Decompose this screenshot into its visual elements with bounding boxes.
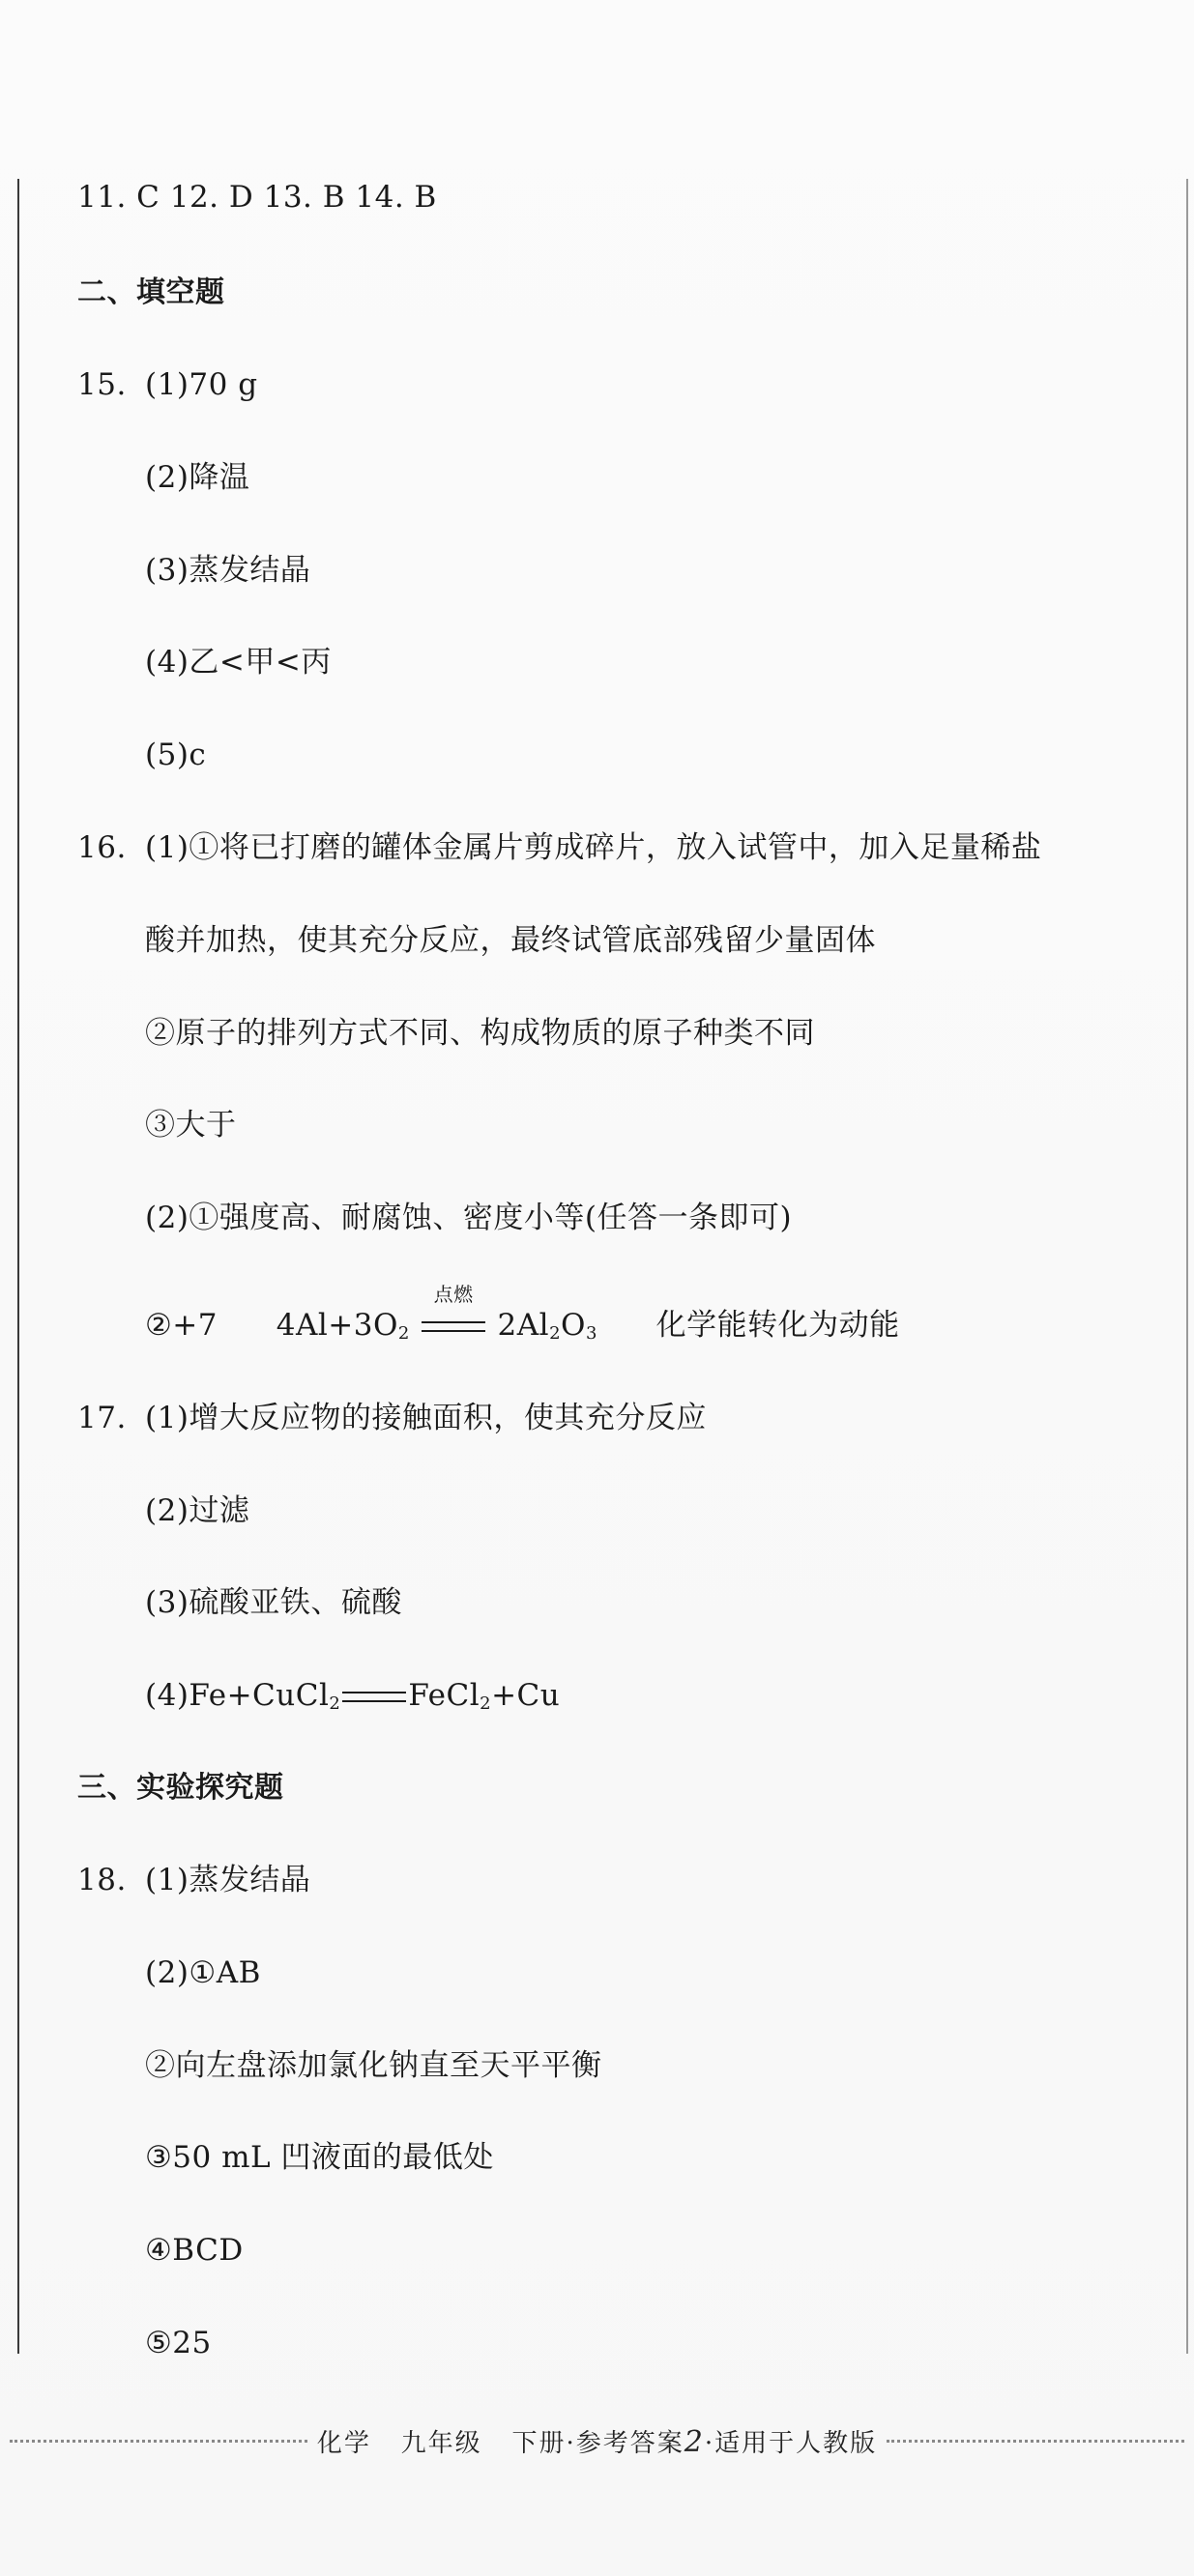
q17-answer-1: (1)增大反应物的接触面积，使其充分反应: [145, 1401, 707, 1435]
q15-answer-4: (4)乙<甲<丙: [145, 645, 332, 680]
q18-answer-3: ②向左盘添加氯化钠直至天平平衡: [145, 2048, 602, 2083]
footer-text: 化学 九年级 下册·参考答案2·适用于人教版: [316, 2424, 878, 2459]
q17-answer-4: (4)Fe+CuCl$_2$ FeCl$_2$+Cu: [145, 1678, 561, 1714]
mc-answers: 11. C 12. D 13. B 14. B: [77, 180, 437, 215]
page-footer: [0, 2421, 1194, 2460]
q18-answer-4: ③50 mL 凹液面的最低处: [145, 2140, 494, 2175]
equation-right: $2Al_2O_3$: [497, 1308, 597, 1344]
section-heading-fill-in: 二、填空题: [77, 275, 225, 309]
q18-answer-5: ④BCD: [145, 2233, 244, 2268]
q18-number: 18.: [77, 1863, 127, 1897]
q16-answer-1a: (1)①将已打磨的罐体金属片剪成碎片，放入试管中，加入足量稀盐: [145, 830, 1042, 865]
footer-dots-right: [887, 2440, 1184, 2443]
q18-part1: [77, 1861, 310, 1899]
left-margin-rule: [17, 179, 19, 2354]
q16-answer-2b: [145, 1283, 900, 1353]
q17-answer-3: (3)硫酸亚铁、硫酸: [145, 1585, 402, 1620]
q15-answer-2: (2)降温: [145, 460, 250, 495]
q16-valence: ②+7: [145, 1308, 218, 1343]
q18-answer-6: ⑤25: [145, 2326, 212, 2360]
page-number: 2: [684, 2424, 705, 2459]
q16-part1: [77, 828, 1041, 867]
reaction-arrow: [420, 1283, 487, 1345]
q18-answer-2: (2)①AB: [145, 1955, 261, 1990]
q16-number: 16.: [77, 830, 127, 865]
q17-answer-2: (2)过滤: [145, 1493, 250, 1528]
q18-answer-1: (1)蒸发结晶: [145, 1863, 311, 1897]
q17-number: 17.: [77, 1401, 127, 1435]
q15-answer-1: (1)70 g: [145, 367, 258, 402]
q16-answer-1c: ②原子的排列方式不同、构成物质的原子种类不同: [145, 1016, 815, 1051]
q16-answer-1b: 酸并加热，使其充分反应，最终试管底部残留少量固体: [145, 923, 876, 958]
q15-part1: [77, 365, 258, 404]
right-margin-rule: [1186, 179, 1188, 2354]
energy-conversion: 化学能转化为动能: [655, 1308, 900, 1343]
reaction-condition: 点燃: [433, 1283, 474, 1306]
equation-left: $4Al+3O_2$: [276, 1308, 410, 1344]
q17-part1: [77, 1399, 707, 1437]
q15-answer-5: (5)c: [145, 738, 207, 772]
q15-answer-3: (3)蒸发结晶: [145, 553, 311, 588]
q15-number: 15.: [77, 367, 127, 402]
equals-sign: [342, 1692, 406, 1702]
q16-answer-1d: ③大于: [145, 1108, 237, 1143]
q16-answer-2a: (2)①强度高、耐腐蚀、密度小等(任答一条即可): [145, 1201, 793, 1235]
footer-dots-left: [10, 2440, 307, 2443]
section-heading-experiment: 三、实验探究题: [77, 1771, 284, 1805]
